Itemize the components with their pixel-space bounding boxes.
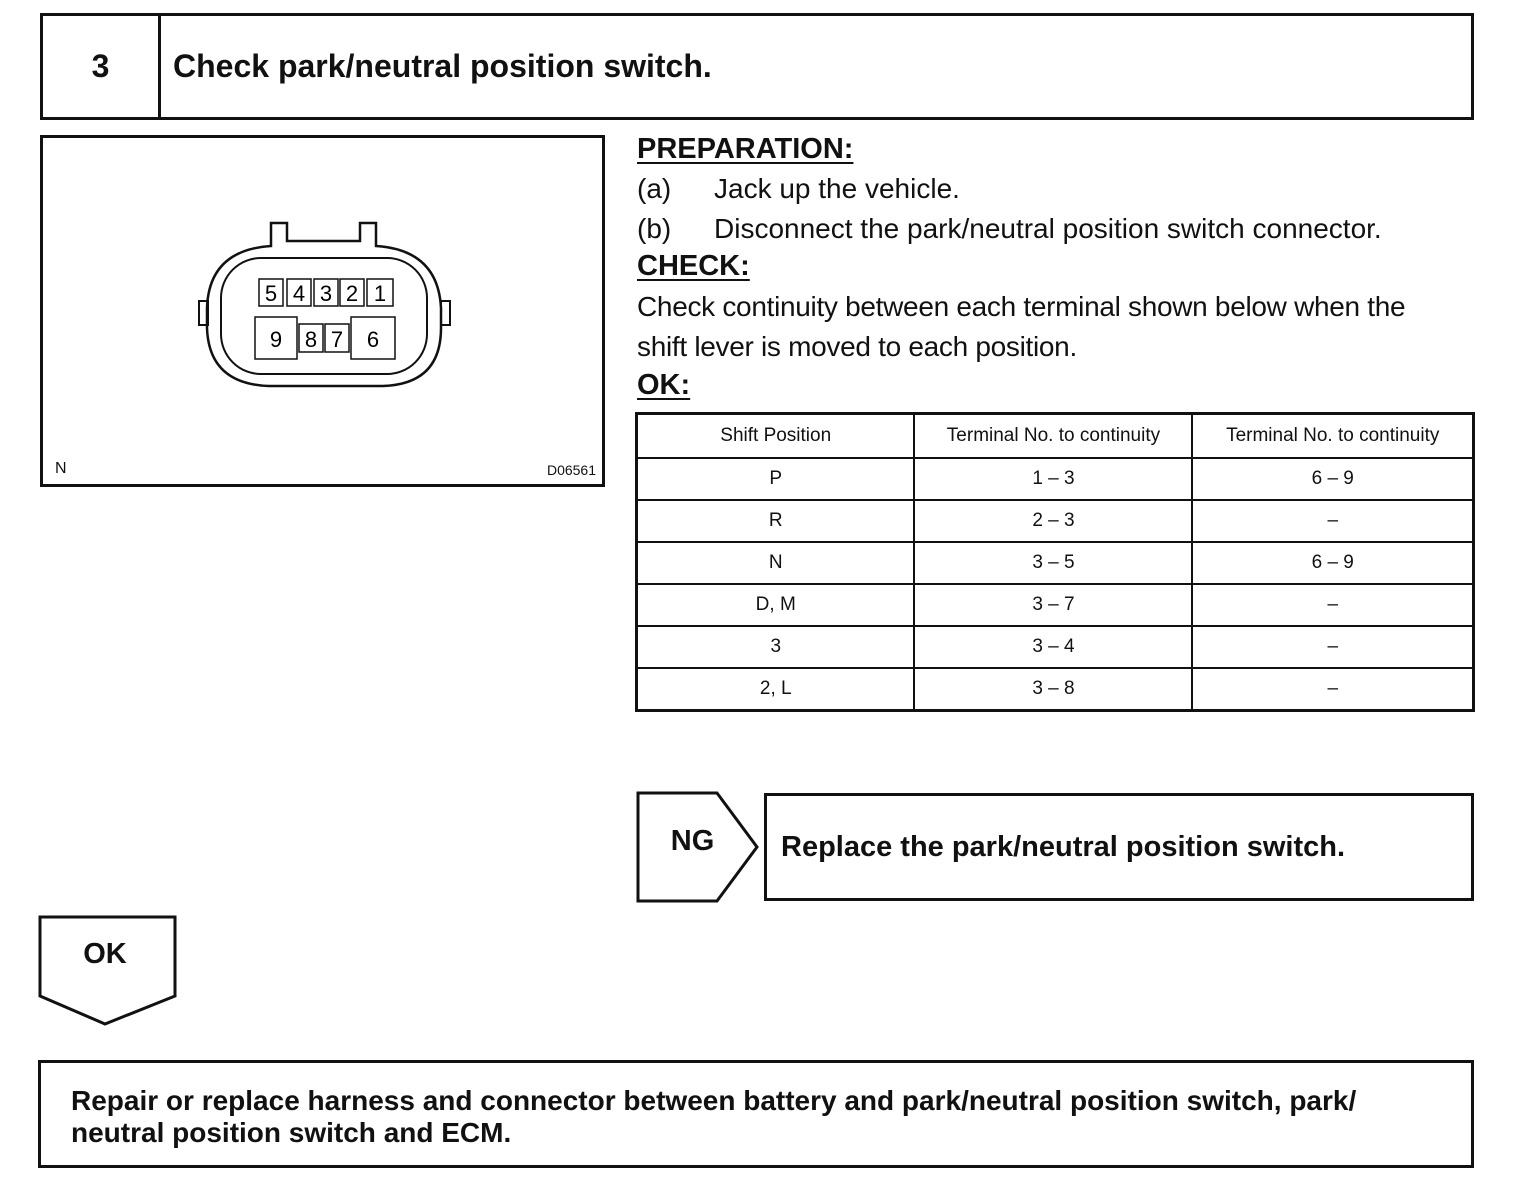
table-cell: N bbox=[637, 542, 915, 584]
ok-heading: OK: bbox=[637, 369, 691, 401]
right-latch bbox=[441, 301, 450, 325]
ng-result-box bbox=[764, 793, 1474, 901]
table-cell: R bbox=[637, 500, 915, 542]
connector-diagram bbox=[43, 138, 602, 484]
check-heading: CHECK: bbox=[637, 250, 750, 282]
table-cell: D, M bbox=[637, 584, 915, 626]
table-cell: 3 – 4 bbox=[914, 626, 1192, 668]
column-header-terminal-2: Terminal No. to continuity bbox=[1192, 414, 1473, 459]
table-cell: 2 – 3 bbox=[914, 500, 1192, 542]
column-header-terminal-1: Terminal No. to continuity bbox=[914, 414, 1192, 459]
ng-label: NG bbox=[670, 825, 715, 857]
final-action-box bbox=[38, 1060, 1474, 1168]
table-cell: 3 – 5 bbox=[914, 542, 1192, 584]
table-cell: 1 – 3 bbox=[914, 458, 1192, 500]
figure-view-label: N bbox=[55, 460, 67, 477]
terminal-label-1: 1 bbox=[373, 281, 387, 306]
check-text bbox=[637, 287, 1487, 367]
step-header bbox=[40, 13, 1474, 120]
ok-label: OK bbox=[83, 938, 127, 970]
step-label: (a) bbox=[637, 173, 672, 204]
preparation-heading: PREPARATION: bbox=[637, 133, 854, 165]
step-title: Check park/neutral position switch. bbox=[173, 48, 712, 84]
table-cell: 3 – 7 bbox=[914, 584, 1192, 626]
table-row bbox=[637, 626, 1474, 668]
check-line: Check continuity between each terminal shown below when the bbox=[637, 291, 1406, 322]
table-cell: – bbox=[1192, 584, 1473, 626]
table-cell: – bbox=[1192, 626, 1473, 668]
column-header-shift-position: Shift Position bbox=[637, 414, 915, 459]
table-cell: – bbox=[1192, 668, 1473, 711]
table-cell: 3 – 8 bbox=[914, 668, 1192, 711]
table-row bbox=[637, 584, 1474, 626]
step-label: (b) bbox=[637, 213, 672, 244]
terminal-label-4: 4 bbox=[292, 281, 306, 306]
step-text: Disconnect the park/neutral position switch connector. bbox=[714, 213, 1382, 244]
preparation-steps bbox=[637, 169, 1477, 249]
terminal-label-5: 5 bbox=[264, 281, 278, 306]
connector-face bbox=[221, 258, 427, 374]
terminal-label-6: 6 bbox=[366, 327, 380, 352]
ng-result-text: Replace the park/neutral position switch. bbox=[781, 830, 1346, 863]
table-cell: – bbox=[1192, 500, 1473, 542]
figure-code: D06561 bbox=[546, 462, 596, 478]
step-text: Jack up the vehicle. bbox=[714, 173, 960, 204]
terminal-label-3: 3 bbox=[319, 281, 333, 306]
table-header-row bbox=[637, 414, 1474, 459]
terminal-label-9: 9 bbox=[269, 327, 283, 352]
continuity-table bbox=[635, 412, 1475, 712]
ok-arrow-box bbox=[37, 914, 182, 1028]
terminal-label-7: 7 bbox=[330, 327, 344, 352]
final-action-line: neutral position switch and ECM. bbox=[71, 1117, 512, 1148]
table-cell: 6 – 9 bbox=[1192, 542, 1473, 584]
table-row bbox=[637, 500, 1474, 542]
table-row bbox=[637, 542, 1474, 584]
table-row bbox=[637, 668, 1474, 711]
check-line: shift lever is moved to each position. bbox=[637, 331, 1077, 362]
terminal-label-8: 8 bbox=[304, 327, 318, 352]
table-cell: 3 bbox=[637, 626, 915, 668]
final-action-line: Repair or replace harness and connector between battery and park/neutral position switch, park/ bbox=[71, 1085, 1357, 1116]
preparation-step bbox=[637, 169, 1477, 209]
connector-figure bbox=[40, 135, 605, 487]
table-cell: 2, L bbox=[637, 668, 915, 711]
step-number: 3 bbox=[43, 16, 161, 117]
table-cell: P bbox=[637, 458, 915, 500]
table-cell: 6 – 9 bbox=[1192, 458, 1473, 500]
terminal-label-2: 2 bbox=[345, 281, 359, 306]
preparation-step bbox=[637, 209, 1477, 249]
table-row bbox=[637, 458, 1474, 500]
